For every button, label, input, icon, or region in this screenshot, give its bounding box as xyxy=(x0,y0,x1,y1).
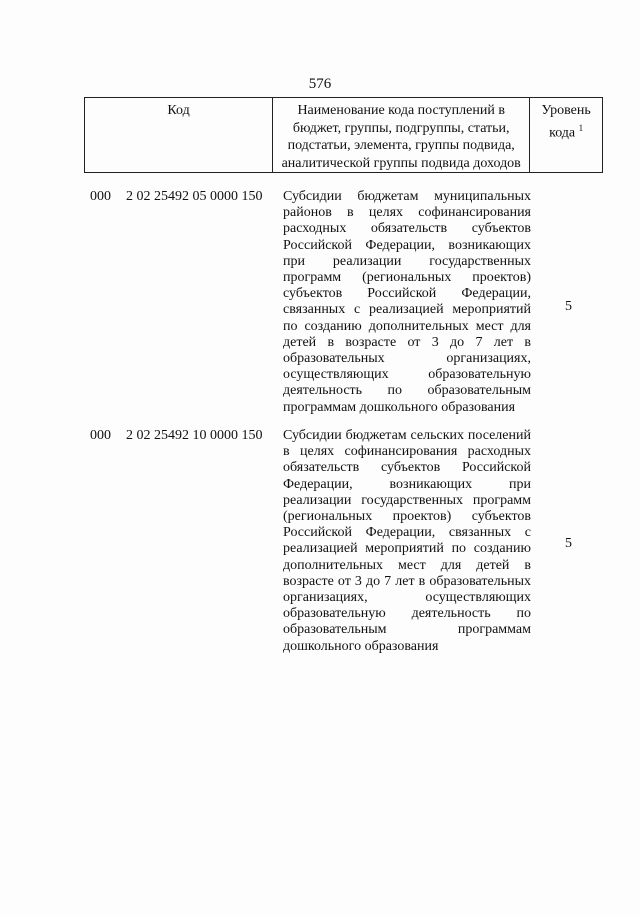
column-header-code: Код xyxy=(85,98,273,173)
level-header-label: Уровень кода xyxy=(541,103,591,141)
revenue-description: Субсидии бюджетам муниципальных районов в целях софинансирования расходных обязательств субъектов Российской Федерации, возникающих при реализации государственных программ (региональных проектов) субъектов Российской Федерации, связанных с реализацией мероприятий по созданию дополнительных мест для детей в возрасте от 3 до 7 лет в образовательных организациях, осуществляющих образовательную деятельность по образовательным программам дошкольного образования xyxy=(283,189,531,415)
column-header-name: Наименование кода поступлений в бюджет, группы, подгруппы, статьи, подстатьи, элемента, группы подвида, аналитической группы подвида доходов xyxy=(273,98,530,173)
code-level: 5 xyxy=(565,536,572,551)
page-number: 576 xyxy=(308,76,332,92)
code-prefix: 000 xyxy=(90,428,111,443)
revenue-description: Субсидии бюджетам сельских поселений в целях софинансирования расходных обязательств субъектов Российской Федерации, возникающих при реализации государственных программ (региональных проектов) субъектов Российской Федерации, связанных с реализацией мероприятий по созданию дополнительных мест для детей в возрасте от 3 до 7 лет в образовательных организациях, осуществляющих образовательную деятельность по образовательным программам дошкольного образования xyxy=(283,428,531,654)
code-prefix: 000 xyxy=(90,189,111,204)
revenue-code: 2 02 25492 10 0000 150 xyxy=(126,428,263,443)
table-header xyxy=(84,97,603,173)
code-level: 5 xyxy=(565,299,572,314)
level-footnote-marker: 1 xyxy=(578,122,584,133)
revenue-code: 2 02 25492 05 0000 150 xyxy=(126,189,263,204)
column-header-level xyxy=(530,98,603,173)
